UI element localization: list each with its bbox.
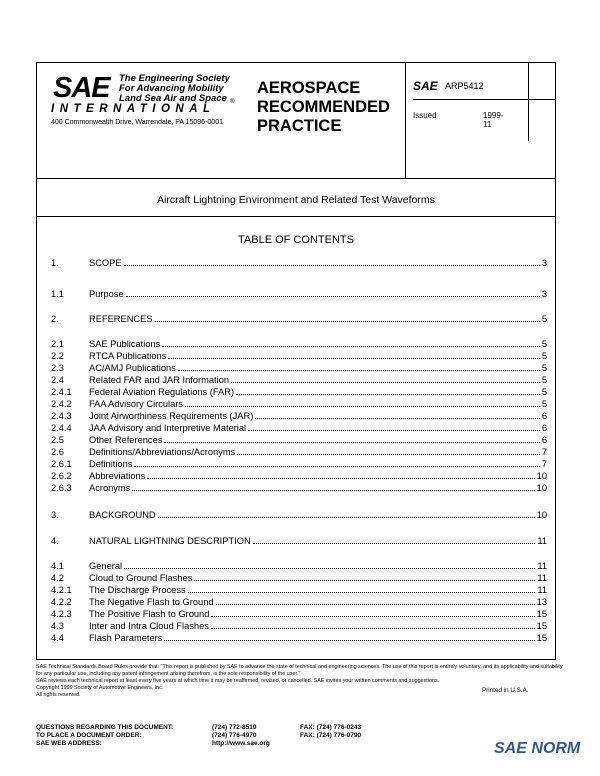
- toc-entry[interactable]: [51, 313, 547, 325]
- review-statement: SAE reviews each technical report at least every five years at which time it may be reaffirmed, revised, or cancelled. SAE invites your written comments and suggestions.: [36, 678, 440, 684]
- toc-entry-page: 5: [541, 387, 547, 397]
- toc-leader-dots: [231, 381, 540, 383]
- web-address-link[interactable]: http://www.sae.org: [212, 740, 270, 747]
- toc-leader-dots: [248, 429, 540, 431]
- copyright-line: Copyright 1999 Society of Automotive Engineers, Inc.: [36, 685, 164, 691]
- sae-norm-logo: SAE NORM: [494, 740, 581, 757]
- toc-entry-title: SCOPE: [89, 258, 122, 268]
- toc-entry-page: 7: [541, 447, 547, 457]
- toc-entry-number: 4.2: [51, 573, 64, 583]
- toc-entry-title: Acronyms: [89, 483, 131, 493]
- toc-entry-number: 2.2: [51, 351, 64, 361]
- toc-leader-dots: [124, 567, 535, 569]
- toc-entry[interactable]: [51, 362, 547, 374]
- toc-entry[interactable]: [51, 446, 547, 458]
- toc-entry-page: 5: [541, 399, 547, 409]
- toc-entry-title: Flash Parameters: [89, 633, 163, 643]
- toc-leader-dots: [162, 345, 540, 347]
- toc-entry-page: 11: [537, 573, 547, 583]
- toc-entry-number: 2.5: [51, 435, 64, 445]
- toc-entry-title: NATURAL LIGHTNING DESCRIPTION: [89, 536, 251, 546]
- toc-entry-page: 10: [536, 483, 547, 493]
- toc-entry-title: The Negative Flash to Ground: [89, 597, 214, 607]
- toc-leader-dots: [211, 615, 534, 617]
- toc-leader-dots: [178, 369, 540, 371]
- toc-entry-page: 5: [541, 314, 547, 324]
- toc-leader-dots: [185, 405, 540, 407]
- toc-entry-page: 5: [541, 375, 547, 385]
- contact-labels: QUESTIONS REGARDING THIS DOCUMENT: TO PLACE A DOCUMENT ORDER: SAE WEB ADDRESS:: [36, 724, 174, 747]
- toc-entry[interactable]: [51, 374, 547, 386]
- title-divider: [37, 216, 555, 217]
- toc-entry-number: 2.: [51, 314, 59, 324]
- toc-entry[interactable]: [51, 350, 547, 362]
- sae-address: 400 Commonwealth Drive, Warrendale, PA 15096-0001: [51, 119, 223, 126]
- toc-leader-dots: [126, 295, 540, 297]
- toc-entry-title: SAE Publications: [89, 339, 161, 349]
- toc-entry[interactable]: [51, 535, 547, 547]
- toc-entry[interactable]: [51, 410, 547, 422]
- toc-entry-number: 4.1: [51, 561, 64, 571]
- toc-entry[interactable]: [51, 288, 547, 300]
- toc-entry-title: AC/AMJ Publications: [89, 363, 176, 373]
- toc-entry[interactable]: [51, 434, 547, 446]
- sae-logo: SAE: [53, 72, 110, 104]
- toc-entry-number: 3.: [51, 510, 59, 520]
- toc-entry-page: 15: [536, 609, 547, 619]
- toc-entry-number: 2.4: [51, 375, 64, 385]
- toc-leader-dots: [194, 579, 535, 581]
- issued-label: Issued: [413, 111, 437, 120]
- toc-entry-number: 2.6.3: [51, 483, 72, 493]
- toc-leader-dots: [253, 542, 536, 544]
- toc-entry-title: Purpose: [89, 289, 124, 299]
- toc-entry-title: Cloud to Ground Flashes: [89, 573, 193, 583]
- toc-entry-title: Related FAR and JAR Information: [89, 375, 230, 385]
- toc-entry-page: 10: [536, 471, 547, 481]
- toc-leader-dots: [132, 489, 534, 491]
- toc-entry-title: RTCA Publications: [89, 351, 167, 361]
- toc-entry[interactable]: [51, 398, 547, 410]
- toc-entry-page: 6: [541, 411, 547, 421]
- toc-entry-page: 11: [537, 536, 547, 546]
- id-block-rule: [413, 99, 555, 100]
- toc-entry-number: 4.2.2: [51, 597, 72, 607]
- toc-entry-title: Other References: [89, 435, 163, 445]
- toc-entry-number: 2.4.1: [51, 387, 72, 397]
- toc-leader-dots: [255, 417, 540, 419]
- toc-entry-title: Definitions/Abbreviations/Acronyms: [89, 447, 236, 457]
- contact-fax: FAX: (724) 776-0243 FAX: (724) 776-0790: [300, 724, 362, 739]
- id-block-divider: [528, 63, 529, 141]
- toc-leader-dots: [168, 357, 539, 359]
- toc-heading: TABLE OF CONTENTS: [238, 234, 354, 246]
- toc-entry-page: 13: [536, 597, 547, 607]
- toc-entry-number: 4.3: [51, 621, 64, 631]
- document-frame: [36, 62, 556, 660]
- toc-entry-page: 11: [537, 585, 547, 595]
- toc-leader-dots: [124, 264, 540, 266]
- toc-entry[interactable]: [51, 257, 547, 269]
- toc-entry-title: General: [89, 561, 123, 571]
- society-tagline: The Engineering Society For Advancing Mobility Land Sea Air and Space: [119, 73, 230, 104]
- toc-entry[interactable]: [51, 572, 547, 584]
- toc-leader-dots: [188, 591, 536, 593]
- toc-entry-title: The Discharge Process: [89, 585, 186, 595]
- toc-leader-dots: [211, 627, 535, 629]
- rights-line: All rights reserved.: [36, 692, 81, 698]
- toc-entry-number: 1.: [51, 258, 59, 268]
- printed-location: Printed in U.S.A.: [482, 687, 529, 694]
- toc-entry-page: 15: [536, 633, 547, 643]
- toc-entry-number: 4.: [51, 536, 59, 546]
- toc-entry-title: FAA Advisory Circulars: [89, 399, 184, 409]
- toc-entry-page: 6: [541, 423, 547, 433]
- toc-entry-page: 5: [541, 339, 547, 349]
- registered-mark: ®: [230, 99, 235, 105]
- toc-entry-title: Federal Aviation Regulations (FAR): [89, 387, 235, 397]
- toc-leader-dots: [236, 393, 540, 395]
- document-header: [37, 63, 555, 179]
- toc-entry-number: 4.2.1: [51, 585, 72, 595]
- issued-date: 1999-11: [483, 111, 504, 129]
- toc-entry[interactable]: [51, 458, 547, 470]
- toc-entry-page: 10: [536, 510, 547, 520]
- toc-entry[interactable]: [51, 338, 547, 350]
- toc-entry-page: 15: [536, 621, 547, 631]
- toc-leader-dots: [164, 639, 534, 641]
- toc-entry[interactable]: [51, 482, 547, 494]
- toc-entry[interactable]: [51, 584, 547, 596]
- toc-entry-page: 7: [541, 459, 547, 469]
- toc-entry-number: 2.6: [51, 447, 64, 457]
- toc-entry-page: 3: [541, 289, 547, 299]
- toc-entry[interactable]: [51, 632, 547, 644]
- toc-entry-title: Inter and Intra Cloud Flashes: [89, 621, 209, 631]
- toc-entry-title: The Positive Flash to Ground: [89, 609, 210, 619]
- toc-entry-number: 2.4.3: [51, 411, 72, 421]
- toc-leader-dots: [155, 320, 540, 322]
- toc-entry-number: 2.1: [51, 339, 64, 349]
- toc-entry-number: 4.4: [51, 633, 64, 643]
- toc-entry-number: 2.4.2: [51, 399, 72, 409]
- contact-values: (724) 772-8510 (724) 776-4970 http://www.sae.org: [212, 724, 270, 747]
- policy-statement: SAE Technical Standards Board Rules provide that: "This report is published by SAE to advance the state of technical and engineering sciences. The use of this report is entirely voluntary, and its applicability and suitability for any particular use, including any patent infringement arising therefrom, is the sole responsibility of the user.": [36, 664, 563, 677]
- toc-entry-title: REFERENCES: [89, 314, 153, 324]
- document-type: AEROSPACE RECOMMENDED PRACTICE: [257, 79, 390, 135]
- document-title: Aircraft Lightning Environment and Related Test Waveforms: [157, 194, 435, 206]
- toc-entry[interactable]: [51, 509, 547, 521]
- toc-leader-dots: [158, 516, 535, 518]
- toc-entry-page: 5: [541, 351, 547, 361]
- toc-entry[interactable]: [51, 470, 547, 482]
- toc-entry-page: 3: [541, 258, 547, 268]
- toc-entry[interactable]: [51, 560, 547, 572]
- toc-leader-dots: [164, 441, 539, 443]
- toc-leader-dots: [134, 465, 539, 467]
- toc-entry-title: Abbreviations: [89, 471, 146, 481]
- toc-entry-title: BACKGROUND: [89, 510, 156, 520]
- toc-entry[interactable]: [51, 422, 547, 434]
- toc-entry-number: 1.1: [51, 289, 64, 299]
- toc-entry-number: 2.3: [51, 363, 64, 373]
- toc-entry-title: Definitions: [89, 459, 133, 469]
- toc-entry-page: 11: [537, 561, 547, 571]
- toc-entry-number: 2.4.4: [51, 423, 72, 433]
- toc-entry-page: 6: [541, 435, 547, 445]
- header-divider: [405, 63, 406, 178]
- toc-entry-number: 2.6.2: [51, 471, 72, 481]
- toc-entry-page: 5: [541, 363, 547, 373]
- toc-entry[interactable]: [51, 596, 547, 608]
- toc-entry-title: JAA Advisory and Interpretive Material: [89, 423, 247, 433]
- toc-leader-dots: [147, 477, 534, 479]
- international-label: INTERNATIONAL: [51, 103, 216, 115]
- toc-entry[interactable]: [51, 386, 547, 398]
- toc-entry[interactable]: [51, 620, 547, 632]
- toc-entry[interactable]: [51, 608, 547, 620]
- document-number: ARP5412: [445, 81, 484, 91]
- toc-entry-title: Joint Airworthiness Requirements (JAR): [89, 411, 254, 421]
- toc-entry-number: 4.2.3: [51, 609, 72, 619]
- toc-leader-dots: [237, 453, 540, 455]
- toc-entry-number: 2.6.1: [51, 459, 72, 469]
- toc-leader-dots: [216, 603, 535, 605]
- sae-small-logo: SAE: [413, 79, 438, 93]
